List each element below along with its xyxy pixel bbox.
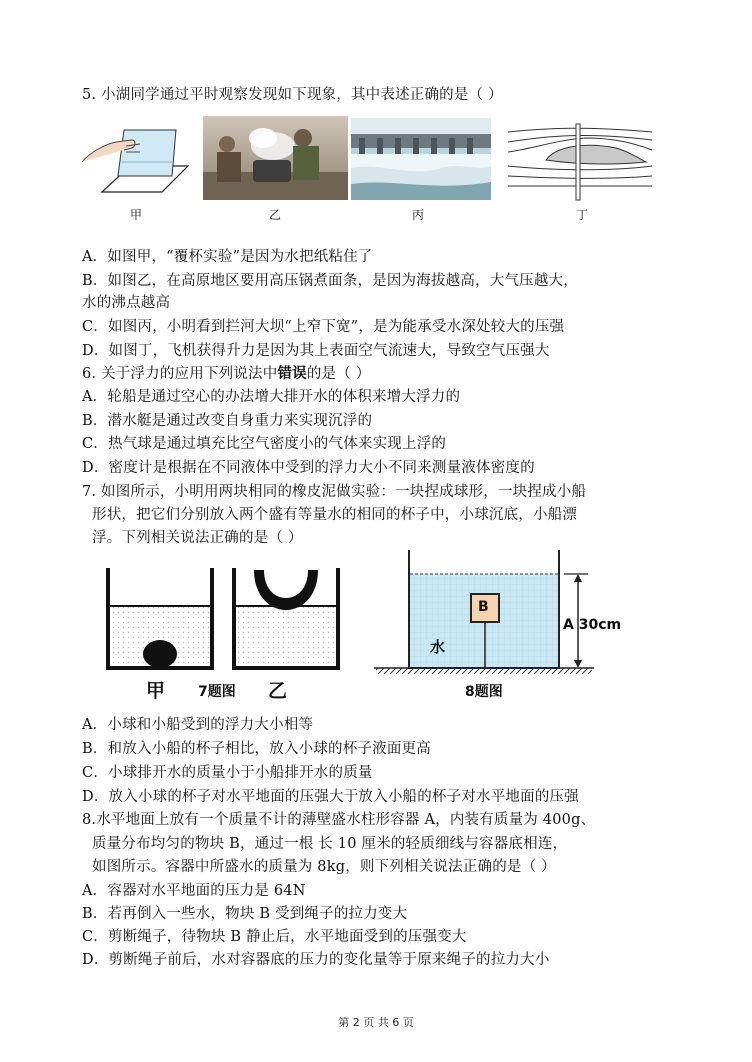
q6-option-a: A．轮船是通过空心的办法增大排开水的体积来增大浮力的	[82, 389, 461, 405]
q6-option-c: C．热气球是通过填充比空气密度小的气体来实现上浮的	[82, 436, 447, 452]
figure-bing-photo	[351, 118, 491, 200]
fig8-label-water: 水	[430, 638, 446, 656]
caption-bing: 丙	[412, 208, 425, 222]
figure-jia-cup	[80, 118, 192, 200]
q5-option-d: D．如图丁，飞机获得升力是因为其上表面空气流速大，导致空气压强大	[82, 343, 550, 359]
fig8-title: 8题图	[465, 684, 503, 700]
q7-option-b: B．和放入小船的杯子相比，放入小球的杯子液面更高	[82, 741, 431, 757]
q6-option-b: B．潜水艇是通过改变自身重力来实现沉浮的	[82, 413, 373, 429]
q8-option-a: A．容器对水平地面的压力是 64N	[82, 883, 306, 899]
fig8-label-height: A 30cm	[563, 617, 622, 633]
fig8-label-b: B	[478, 599, 489, 615]
q7-stem-line1: 7. 如图所示，小明用两块相同的橡皮泥做实验：一块捏成球形，一块捏成小船	[82, 484, 587, 500]
q5-option-a: A．如图甲，“覆杯实验”是因为水把纸粘住了	[82, 249, 373, 265]
q7-stem-line3: 浮。下列相关说法正确的是（ ）	[92, 530, 303, 546]
figure-yi-photo	[203, 116, 348, 200]
q8-option-c: C．剪断绳子，待物块 B 静止后，水平地面受到的压强变大	[82, 929, 467, 945]
figure-ding-airfoil	[506, 122, 656, 202]
figure-q8-container	[372, 548, 632, 678]
fig7-label-yi: 乙	[268, 680, 288, 702]
fig7-title: 7题图	[198, 684, 236, 700]
q7-option-a: A．小球和小船受到的浮力大小相等	[82, 717, 314, 733]
q6-option-d: D．密度计是根据在不同液体中受到的浮力大小不同来测量液体密度的	[82, 460, 535, 476]
figure-q7-cups	[102, 566, 352, 676]
q5-option-b: B．如图乙，在高原地区要用高压锅煮面条，是因为海拔越高，大气压越大，	[82, 273, 578, 289]
caption-yi: 乙	[269, 208, 282, 222]
q8-stem-line3: 如图所示。容器中所盛水的质量为 8kg，则下列相关说法正确的是（ ）	[92, 859, 556, 875]
q5-stem: 5. 小湖同学通过平时观察发现如下现象，其中表述正确的是（ ）	[82, 87, 503, 103]
fig7-label-jia: 甲	[146, 680, 166, 702]
caption-ding: 丁	[576, 208, 589, 222]
q8-stem-line2: 质量分布均匀的物块 B，通过一根 长 10 厘米的轻质细线与容器底相连，	[92, 836, 568, 852]
q7-option-c: C．小球排开水的质量小于小船排开水的质量	[82, 765, 373, 781]
q8-stem-line1: 8.水平地面上放有一个质量不计的薄壁盛水柱形容器 A，内装有质量为 400g、	[82, 812, 596, 828]
q7-stem-line2: 形状，把它们分别放入两个盛有等量水的相同的杯子中，小球沉底，小船漂	[92, 507, 578, 523]
page-footer: 第 2 页 共 6 页	[338, 1016, 414, 1029]
q8-option-d: D．剪断绳子前后，水对容器底的压力的变化量等于原来绳子的拉力大小	[82, 952, 550, 968]
caption-jia: 甲	[130, 208, 143, 222]
q5-option-b-cont: 水的沸点越高	[82, 295, 171, 311]
q6-stem: 6. 关于浮力的应用下列说法中错误的是（ ）	[82, 365, 371, 382]
q5-option-c: C．如图丙，小明看到拦河大坝“上窄下宽”，是为能承受水深处较大的压强	[82, 319, 565, 335]
q7-option-d: D．放入小球的杯子对水平地面的压强大于放入小船的杯子对水平地面的压强	[82, 789, 579, 805]
q8-option-b: B．若再倒入一些水，物块 B 受到绳子的拉力变大	[82, 906, 408, 922]
